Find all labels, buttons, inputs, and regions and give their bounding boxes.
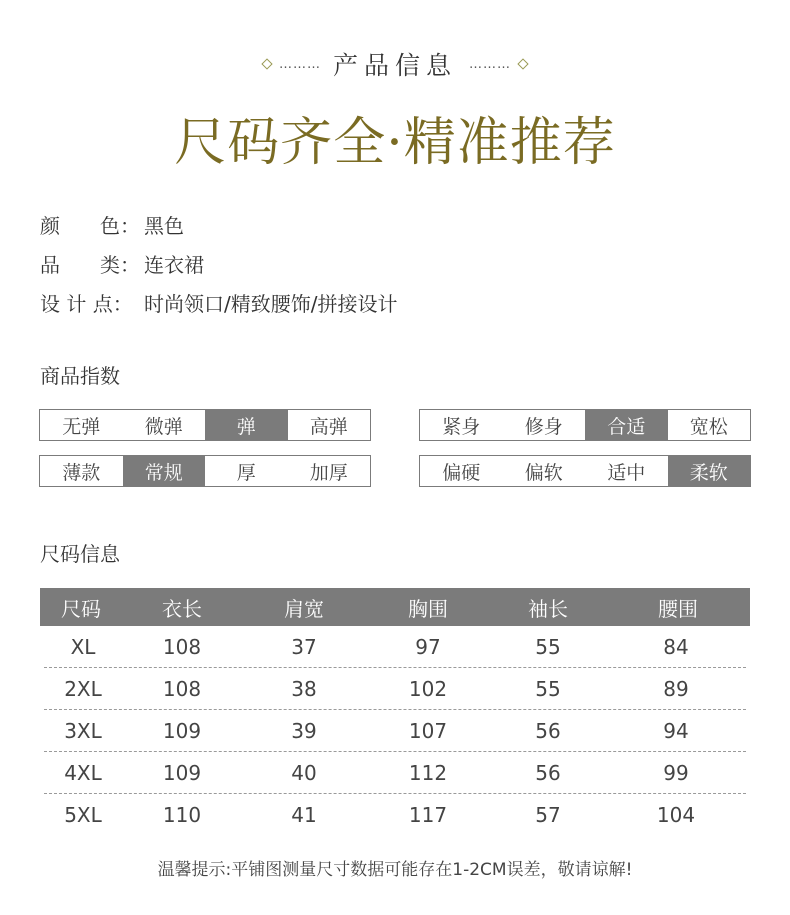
dots-left: ……… [278,56,321,72]
table-cell: 38 [291,676,317,701]
info-key: 颜 色： [40,214,140,238]
table-row [44,710,746,752]
bar-cell: 薄款 [40,456,123,486]
table-cell: 40 [291,760,317,785]
column-header: 尺码 [61,596,101,621]
bar-cell: 偏软 [503,456,586,486]
table-cell: XL [70,634,96,659]
table-cell: 99 [663,760,689,785]
column-header: 肩宽 [284,596,324,621]
bar-cell: 无弹 [40,410,123,440]
small-title: 产品信息 [332,51,457,80]
section-label [0,44,790,84]
index-section-title: 商品指数 [40,364,120,388]
bar-cell-active: 柔软 [668,456,751,486]
column-header: 腰围 [658,596,698,621]
table-cell: 57 [535,803,561,827]
table-cell: 39 [291,718,317,743]
bar-cell: 适中 [585,456,668,486]
table-row [44,626,746,668]
table-cell: 102 [408,676,448,701]
bar-cell: 厚 [205,456,288,486]
info-value: 黑色 [144,214,184,238]
info-key: 设 计 点： [40,292,133,316]
table-cell: 2XL [64,676,102,701]
table-cell: 97 [415,634,441,659]
bar-cell: 加厚 [288,456,371,486]
table-cell: 117 [408,803,448,827]
table-cell: 104 [656,803,696,827]
diamond-icon [517,58,528,69]
info-row-design [40,288,397,317]
table-cell: 55 [535,634,561,659]
table-cell: 112 [408,760,448,785]
column-header: 衣长 [162,596,202,621]
table-cell: 109 [162,718,202,743]
thickness-bar [39,455,371,487]
table-cell: 4XL [64,760,102,785]
bar-cell-active: 合适 [585,410,668,440]
table-cell: 94 [663,718,689,743]
table-cell: 84 [663,634,689,659]
dots-right: ……… [469,56,511,72]
table-cell: 110 [162,803,202,827]
table-cell: 108 [162,634,202,659]
bar-cell: 微弹 [123,410,206,440]
size-section-title: 尺码信息 [40,542,120,566]
softness-bar [419,455,751,487]
info-row-category [40,249,204,278]
table-row [44,794,746,836]
bar-cell: 紧身 [420,410,503,440]
table-cell: 56 [535,718,561,743]
table-cell: 55 [535,676,561,701]
size-table [40,588,750,836]
size-table-header [40,588,750,626]
table-cell: 108 [162,676,202,701]
elasticity-bar [39,409,371,441]
table-cell: 109 [162,760,202,785]
table-cell: 37 [291,634,317,659]
table-cell: 3XL [64,718,102,743]
info-key: 品 类： [40,253,140,277]
table-row [44,668,746,710]
bar-cell-active: 常规 [123,456,206,486]
table-cell: 107 [408,718,448,743]
fit-bar [419,409,751,441]
table-cell: 89 [663,676,689,701]
table-cell: 41 [291,803,317,827]
page-title: 尺码齐全·精准推荐 [174,113,616,173]
bar-cell: 高弹 [288,410,371,440]
table-cell: 5XL [64,803,102,827]
info-value: 连衣裙 [144,253,204,277]
table-row [44,752,746,794]
size-disclaimer: 温馨提示:平铺图测量尺寸数据可能存在1-2CM误差，敬请谅解! [157,860,633,880]
table-cell: 56 [535,760,561,785]
info-value: 时尚领口/精致腰饰/拼接设计 [144,292,398,316]
column-header: 胸围 [408,596,448,621]
diamond-icon [261,58,272,69]
info-row-color [40,210,184,239]
bar-cell-active: 弹 [205,410,288,440]
column-header: 袖长 [528,596,568,621]
bar-cell: 宽松 [668,410,751,440]
bar-cell: 偏硬 [420,456,503,486]
bar-cell: 修身 [503,410,586,440]
